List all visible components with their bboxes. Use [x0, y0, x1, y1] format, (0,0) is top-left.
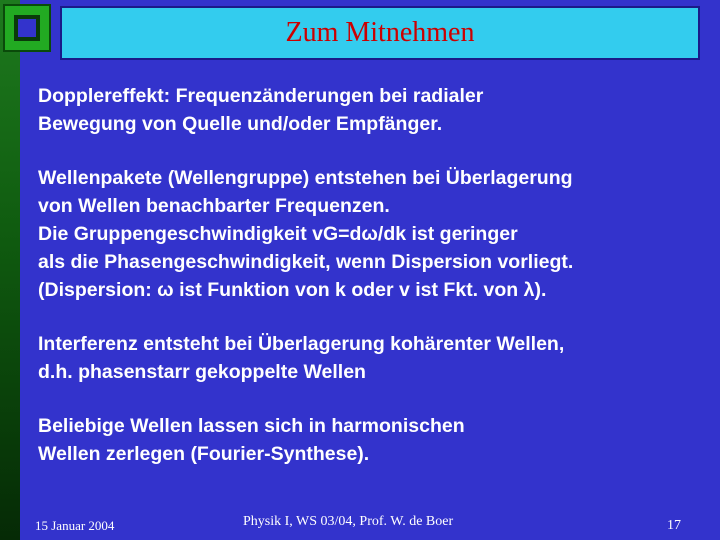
title-banner — [60, 6, 700, 60]
text-line: Beliebige Wellen lassen sich in harmonischen — [38, 415, 465, 437]
paragraph-wave-packets — [38, 164, 708, 304]
text-line: als die Phasengeschwindigkeit, wenn Dispersion vorliegt. — [38, 251, 574, 273]
text-line: Bewegung von Quelle und/oder Empfänger. — [38, 113, 443, 135]
paragraph-interference — [38, 330, 708, 386]
footer-date: 15 Januar 2004 — [35, 518, 115, 533]
footer-course-info: Physik I, WS 03/04, Prof. W. de Boer — [243, 514, 454, 529]
text-line: Die Gruppengeschwindigkeit vG=dω/dk ist geringer — [38, 223, 518, 245]
paragraph-doppler — [38, 82, 708, 138]
text-line: Wellen zerlegen (Fourier-Synthese). — [38, 443, 370, 465]
text-line: Wellenpakete (Wellengruppe) entstehen bei Überlagerung — [38, 167, 573, 189]
logo-frame-icon — [2, 3, 52, 53]
page-title: Zum Mitnehmen — [285, 17, 475, 48]
text-line: (Dispersion: ω ist Funktion von k oder v ist Fkt. von λ). — [38, 279, 547, 301]
left-side-bar — [0, 0, 20, 540]
content-area — [38, 82, 708, 494]
text-line: Interferenz entsteht bei Überlagerung kohärenter Wellen, — [38, 333, 565, 355]
page-number: 17 — [667, 518, 681, 533]
paragraph-fourier — [38, 412, 708, 468]
text-line: Dopplereffekt: Frequenzänderungen bei radialer — [38, 85, 484, 107]
text-line: d.h. phasenstarr gekoppelte Wellen — [38, 361, 366, 383]
text-line: von Wellen benachbarter Frequenzen. — [38, 195, 390, 217]
